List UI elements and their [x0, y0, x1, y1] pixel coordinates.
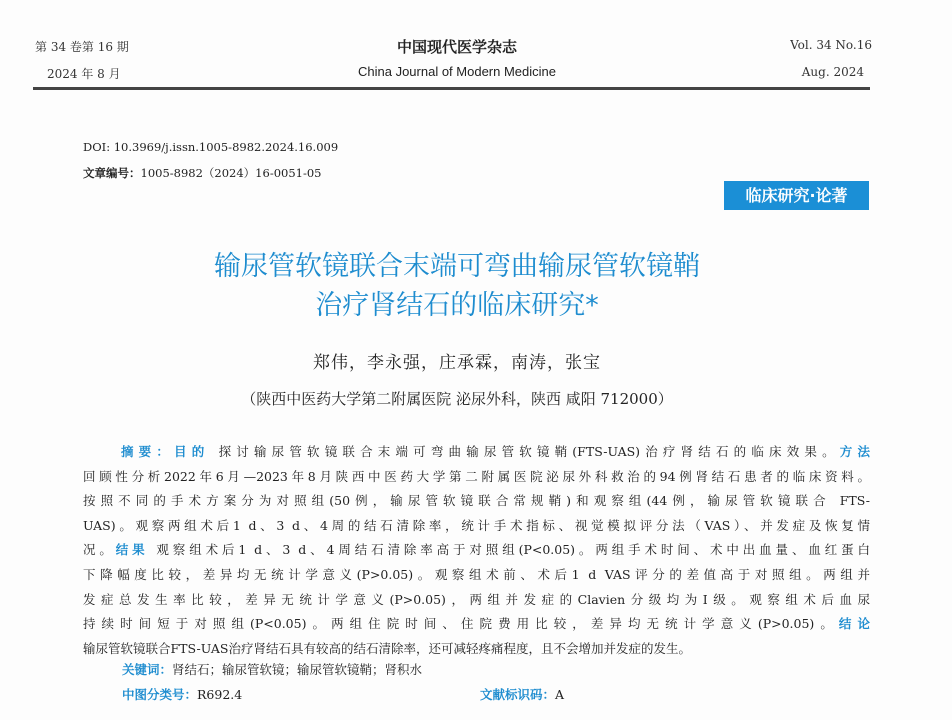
abstract-text: 输尿管软镜联合FTS-UAS治疗肾结石具有较高的结石清除率，还可减轻疼痛程度，且不会增加并发症的发生。 — [83, 640, 691, 656]
classification-value: R692.4 — [197, 687, 243, 702]
journal-title-cn: 中国现代医学杂志 — [396, 38, 517, 56]
abstract-line — [83, 563, 870, 588]
abstract-line — [83, 440, 870, 465]
abstract-text: 持续时间短于对照组(P<0.05)。两组住院时间、住院费用比较，差异均无统计学意义(P>0.05)。 — [83, 616, 839, 632]
authors: 郑伟，李永强，庄承霖，南涛，张宝 — [313, 353, 601, 373]
header-rule — [33, 87, 870, 90]
document-code-value: A — [555, 687, 565, 702]
article-number-label: 文章编号： — [83, 166, 141, 180]
abstract-text: 况。 — [83, 542, 116, 558]
abstract-text: 观察组术后1 d、3 d、4周结石清除率高于对照组(P<0.05)。两组手术时间、术中出血量、血红蛋白 — [148, 542, 870, 558]
abstract-line — [83, 538, 870, 563]
abstract-line — [83, 465, 870, 490]
abstract-section-label: 方法 — [839, 444, 870, 459]
document-code-label: 文献标识码： — [480, 687, 556, 702]
article-number-value: 1005-8982（2024）16-0051-05 — [140, 166, 322, 180]
keywords-value: 肾结石；输尿管软镜；输尿管软镜鞘；肾积水 — [172, 662, 423, 677]
abstract-text: UAS)。观察两组术后1 d、3 d、4周的结石清除率，统计手术指标、视觉模拟评分法（VAS）、并发症及恢复情 — [83, 517, 870, 533]
abstract-text: 回顾性分析2022年6月—2023年8月陕西中医药大学第二附属医院泌尿外科救治的94例肾结石患者的临床资料。 — [83, 468, 870, 484]
keywords — [122, 660, 422, 678]
doi: DOI: 10.3969/j.issn.1005-8982.2024.16.009 — [83, 140, 339, 154]
classification — [122, 685, 242, 703]
abstract-line — [83, 637, 870, 662]
abstract — [83, 440, 870, 661]
date-en: Aug. 2024 — [801, 65, 864, 79]
paper-title-line-2: 治疗肾结石的临床研究* — [315, 290, 599, 321]
article-number — [83, 165, 322, 181]
abstract-line — [83, 489, 870, 514]
abstract-line — [83, 612, 870, 637]
keywords-label: 关键词： — [122, 662, 173, 677]
journal-title-en: China Journal of Modern Medicine — [358, 64, 556, 79]
abstract-text: 按照不同的手术方案分为对照组(50例，输尿管软镜联合常规鞘)和观察组(44例，输尿管软镜联合 FTS- — [83, 493, 870, 509]
issue-cn: 第 34 卷第 16 期 — [35, 40, 129, 54]
date-cn: 2024 年 8 月 — [47, 67, 121, 81]
abstract-line — [83, 588, 870, 613]
abstract-text: 发症总发生率比较，差异无统计学意义(P>0.05)，两组并发症的Clavien分级均为Ⅰ级。观察组术后血尿 — [83, 591, 870, 607]
abstract-line — [83, 514, 870, 539]
document-code — [480, 685, 564, 703]
abstract-text: 下降幅度比较，差异均无统计学意义(P>0.05)。观察组术前、术后1 d VAS评分的差值高于对照组。两组并 — [83, 566, 870, 582]
volume-en: Vol. 34 No.16 — [790, 38, 872, 52]
classification-label: 中图分类号： — [122, 687, 198, 702]
abstract-section-label: 摘要：目的 — [121, 444, 210, 459]
section-badge: 临床研究·论著 — [724, 181, 869, 210]
affiliation: （陕西中医药大学第二附属医院 泌尿外科，陕西 咸阳 712000） — [241, 390, 673, 408]
abstract-section-label: 结论 — [838, 616, 870, 632]
abstract-text: 探讨输尿管软镜联合末端可弯曲输尿管软镜鞘(FTS-UAS)治疗肾结石的临床效果。 — [209, 444, 840, 459]
abstract-section-label: 结果 — [115, 542, 149, 558]
paper-title-line-1: 输尿管软镜联合末端可弯曲输尿管软镜鞘 — [214, 251, 700, 282]
